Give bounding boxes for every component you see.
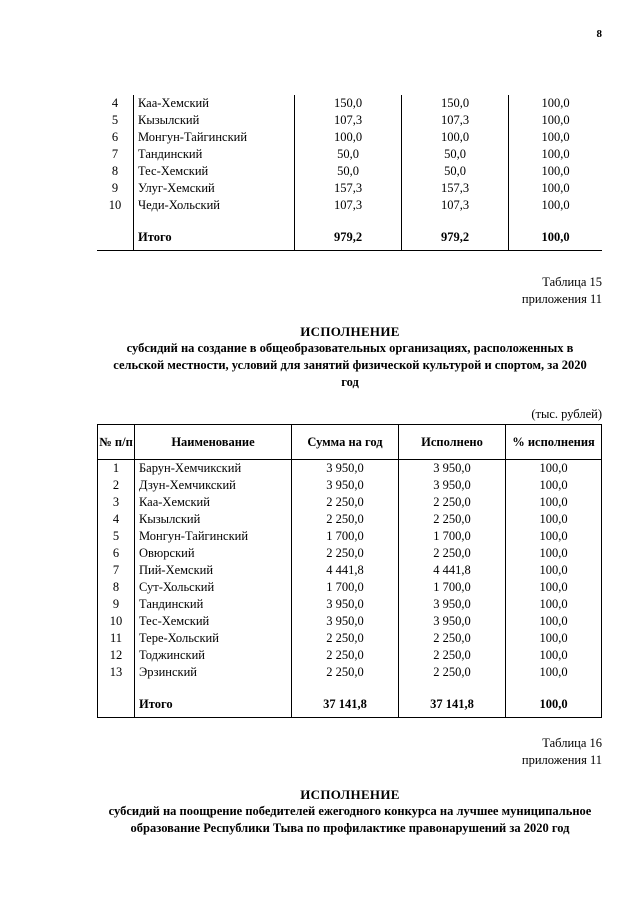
heading15-line2: сельской местности, условий для занятий физической культурой и спортом, за 2020 xyxy=(113,358,587,372)
cell-pct: 100,0 xyxy=(506,494,602,511)
cell-done: 2 250,0 xyxy=(399,647,506,664)
cell-done: 50,0 xyxy=(402,146,509,163)
cell-name: Монгун-Тайгинский xyxy=(134,129,295,146)
table15-appendix: приложения 11 xyxy=(521,292,602,306)
heading16-title: ИСПОЛНЕНИЕ xyxy=(300,787,400,802)
table-row xyxy=(98,562,602,579)
table-row xyxy=(97,197,602,214)
cell-num: 11 xyxy=(98,630,135,647)
heading15-line1: субсидий на создание в общеобразовательных организациях, расположенных в xyxy=(126,341,574,355)
table-row xyxy=(98,511,602,528)
cell-done: 3 950,0 xyxy=(399,613,506,630)
table-row xyxy=(98,647,602,664)
cell-plan: 2 250,0 xyxy=(292,664,399,681)
cell-name: Сут-Хольский xyxy=(135,579,292,596)
table15-caption xyxy=(522,274,602,308)
cell-plan: 2 250,0 xyxy=(292,630,399,647)
total-plan: 979,2 xyxy=(295,214,402,251)
cell-pct: 100,0 xyxy=(506,511,602,528)
table-15-body xyxy=(98,460,602,718)
heading15-title: ИСПОЛНЕНИЕ xyxy=(300,324,400,339)
cell-plan: 50,0 xyxy=(295,146,402,163)
cell-done: 2 250,0 xyxy=(399,511,506,528)
table-row xyxy=(98,545,602,562)
cell-pct: 100,0 xyxy=(506,562,602,579)
page-number: 8 xyxy=(596,28,602,40)
cell-plan: 3 950,0 xyxy=(292,460,399,478)
cell-done: 1 700,0 xyxy=(399,579,506,596)
cell-name: Тес-Хемский xyxy=(135,613,292,630)
cell-plan: 1 700,0 xyxy=(292,579,399,596)
cell-pct: 100,0 xyxy=(506,545,602,562)
cell-num: 9 xyxy=(98,596,135,613)
cell-done: 1 700,0 xyxy=(399,528,506,545)
cell-pct: 100,0 xyxy=(506,630,602,647)
cell-pct: 100,0 xyxy=(541,198,570,212)
cell-num: 4 xyxy=(97,95,134,112)
total-pct: 100,0 xyxy=(506,681,602,718)
table-row xyxy=(98,596,602,613)
cell-num: 8 xyxy=(97,163,134,180)
cell-pct: 100,0 xyxy=(541,96,570,110)
cell-num: 13 xyxy=(98,664,135,681)
cell-name: Монгун-Тайгинский xyxy=(135,528,292,545)
cell-done: 3 950,0 xyxy=(399,477,506,494)
heading15-line3: год xyxy=(341,375,359,389)
header-pct: % исполнения xyxy=(506,425,602,460)
table16-appendix: приложения 11 xyxy=(521,753,602,767)
cell-name: Кызылский xyxy=(135,511,292,528)
heading16-line1: субсидий на поощрение победителей ежегодного конкурса на лучшее муниципальное xyxy=(108,804,592,818)
cell-done: 2 250,0 xyxy=(399,630,506,647)
total-pct: 100,0 xyxy=(541,230,570,244)
heading-table15 xyxy=(90,323,610,391)
cell-done: 2 250,0 xyxy=(399,545,506,562)
table-row xyxy=(98,494,602,511)
header-num: № п/п xyxy=(98,425,135,460)
cell-num: 6 xyxy=(97,129,134,146)
cell-name: Пий-Хемский xyxy=(135,562,292,579)
cell-num: 7 xyxy=(97,146,134,163)
table-row xyxy=(98,630,602,647)
cell-num: 4 xyxy=(98,511,135,528)
header-done: Исполнено xyxy=(399,425,506,460)
table-row xyxy=(98,579,602,596)
header-name: Наименование xyxy=(135,425,292,460)
table-row xyxy=(98,460,602,478)
cell-pct: 100,0 xyxy=(506,613,602,630)
cell-name: Каа-Хемский xyxy=(134,95,295,112)
cell-plan: 2 250,0 xyxy=(292,647,399,664)
cell-plan: 3 950,0 xyxy=(292,596,399,613)
total-done: 37 141,8 xyxy=(399,681,506,718)
cell-pct: 100,0 xyxy=(506,460,602,478)
total-num xyxy=(97,214,134,251)
cell-done: 100,0 xyxy=(402,129,509,146)
cell-pct: 100,0 xyxy=(506,477,602,494)
table16-caption xyxy=(522,735,602,769)
table-15 xyxy=(97,424,602,718)
table-row xyxy=(97,146,602,163)
cell-plan: 4 441,8 xyxy=(292,562,399,579)
cell-pct: 100,0 xyxy=(541,130,570,144)
table15-label: Таблица 15 xyxy=(542,275,602,289)
cell-plan: 157,3 xyxy=(295,180,402,197)
cell-name: Тандинский xyxy=(135,596,292,613)
cell-name: Тоджинский xyxy=(135,647,292,664)
cell-plan: 107,3 xyxy=(295,112,402,129)
cell-plan: 2 250,0 xyxy=(292,494,399,511)
cell-plan: 3 950,0 xyxy=(292,477,399,494)
cell-done: 2 250,0 xyxy=(399,494,506,511)
cell-pct: 100,0 xyxy=(506,596,602,613)
cell-num: 9 xyxy=(97,180,134,197)
cell-plan: 2 250,0 xyxy=(292,511,399,528)
total-plan: 37 141,8 xyxy=(292,681,399,718)
cell-plan: 2 250,0 xyxy=(292,545,399,562)
table-header-row xyxy=(98,425,602,460)
cell-pct: 100,0 xyxy=(506,528,602,545)
cell-done: 2 250,0 xyxy=(399,664,506,681)
table-row xyxy=(97,180,602,197)
cell-num: 5 xyxy=(98,528,135,545)
cell-num: 7 xyxy=(98,562,135,579)
cell-pct: 100,0 xyxy=(506,579,602,596)
cell-pct: 100,0 xyxy=(541,113,570,127)
cell-plan: 100,0 xyxy=(295,129,402,146)
cell-done: 4 441,8 xyxy=(399,562,506,579)
table-row xyxy=(98,613,602,630)
heading16-line2: образование Республики Тыва по профилактике правонарушений за 2020 год xyxy=(130,821,570,835)
cell-done: 3 950,0 xyxy=(399,460,506,478)
cell-name: Дзун-Хемчикский xyxy=(135,477,292,494)
cell-pct: 100,0 xyxy=(506,647,602,664)
cell-name: Тандинский xyxy=(134,146,295,163)
cell-num: 6 xyxy=(98,545,135,562)
table-row xyxy=(97,163,602,180)
cell-plan: 150,0 xyxy=(295,95,402,112)
cell-done: 107,3 xyxy=(402,197,509,214)
cell-pct: 100,0 xyxy=(541,147,570,161)
cell-num: 8 xyxy=(98,579,135,596)
table-total-row xyxy=(98,681,602,718)
total-name: Итого xyxy=(134,214,295,251)
header-plan: Сумма на год xyxy=(292,425,399,460)
cell-num: 10 xyxy=(97,197,134,214)
cell-num: 12 xyxy=(98,647,135,664)
cell-name: Барун-Хемчикский xyxy=(135,460,292,478)
cell-plan: 1 700,0 xyxy=(292,528,399,545)
cell-name: Овюрский xyxy=(135,545,292,562)
units-label: (тыс. рублей) xyxy=(531,407,602,421)
cell-name: Каа-Хемский xyxy=(135,494,292,511)
cell-name: Тес-Хемский xyxy=(134,163,295,180)
table-row xyxy=(98,664,602,681)
cell-name: Кызылский xyxy=(134,112,295,129)
cell-plan: 107,3 xyxy=(295,197,402,214)
table-row xyxy=(97,129,602,146)
cell-name: Улуг-Хемский xyxy=(134,180,295,197)
cell-name: Тере-Хольский xyxy=(135,630,292,647)
cell-pct: 100,0 xyxy=(506,664,602,681)
cell-done: 107,3 xyxy=(402,112,509,129)
cell-done: 50,0 xyxy=(402,163,509,180)
cell-num: 10 xyxy=(98,613,135,630)
cell-num: 2 xyxy=(98,477,135,494)
table-continuation xyxy=(97,95,602,251)
total-name: Итого xyxy=(135,681,292,718)
cell-plan: 50,0 xyxy=(295,163,402,180)
total-num xyxy=(98,681,135,718)
total-done: 979,2 xyxy=(402,214,509,251)
cell-name: Чеди-Хольский xyxy=(134,197,295,214)
table-row xyxy=(98,528,602,545)
cell-pct: 100,0 xyxy=(541,181,570,195)
cell-num: 3 xyxy=(98,494,135,511)
cell-num: 1 xyxy=(98,460,135,478)
table-top-body xyxy=(97,95,602,251)
table-total-row xyxy=(97,214,602,251)
cell-done: 3 950,0 xyxy=(399,596,506,613)
cell-done: 157,3 xyxy=(402,180,509,197)
heading-table16 xyxy=(90,786,610,837)
table-row xyxy=(97,112,602,129)
table-row xyxy=(97,95,602,112)
cell-name: Эрзинский xyxy=(135,664,292,681)
table16-label: Таблица 16 xyxy=(542,736,602,750)
cell-pct: 100,0 xyxy=(541,164,570,178)
cell-plan: 3 950,0 xyxy=(292,613,399,630)
cell-done: 150,0 xyxy=(402,95,509,112)
cell-num: 5 xyxy=(97,112,134,129)
table-row xyxy=(98,477,602,494)
